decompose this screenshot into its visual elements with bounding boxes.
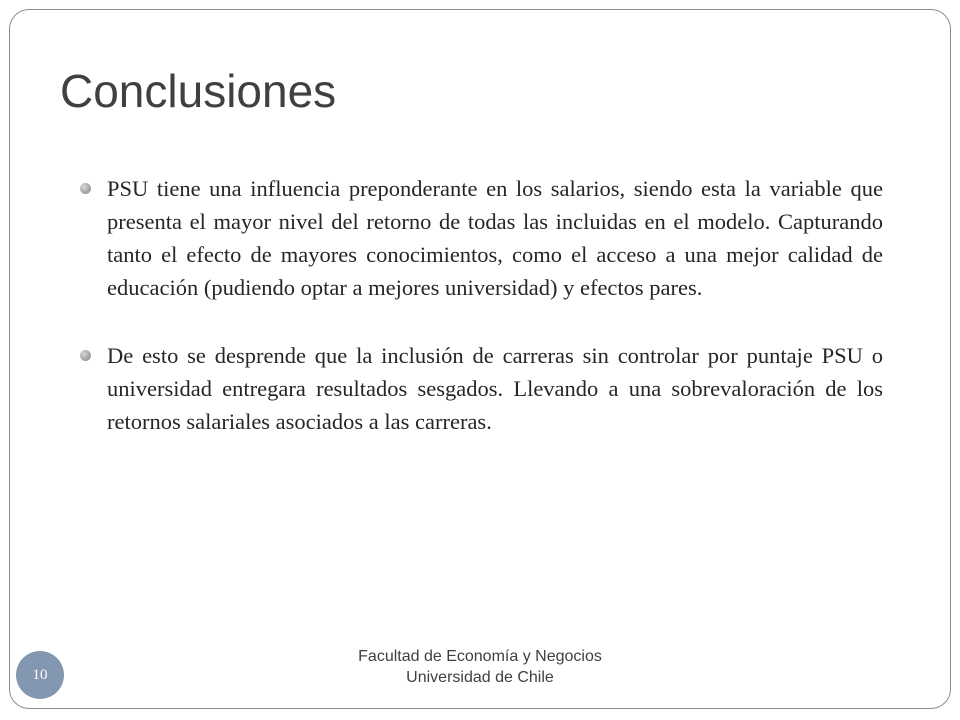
bullet-text-1: PSU tiene una influencia preponderante en los salarios, siendo esta la variable que presenta el mayor nivel del retorno de todas las incluidas en el modelo. Capturando tanto el efecto de mayores conocimientos, como el acceso a una mejor calidad de educación (pudiendo optar a mejores universidad) y efectos pares. [107,176,883,300]
footer-faculty: Facultad de Economía y Negocios [358,648,602,665]
page-number: 10 [32,666,48,683]
bullet-text-2: De esto se desprende que la inclusión de carreras sin controlar por puntaje PSU o universidad entregara resultados sesgados. Llevando a una sobrevaloración de los retornos salariales asociados a las carreras. [107,343,883,434]
footer [320,646,640,688]
bullet-item-1 [80,172,883,304]
footer-university: Universidad de Chile [406,669,554,686]
slide-title: Conclusiones [60,65,337,117]
page-number-badge [16,651,64,699]
bullet-list [80,172,883,473]
bullet-dot-icon [80,183,91,194]
bullet-dot-icon [80,350,91,361]
bullet-item-2 [80,339,883,438]
